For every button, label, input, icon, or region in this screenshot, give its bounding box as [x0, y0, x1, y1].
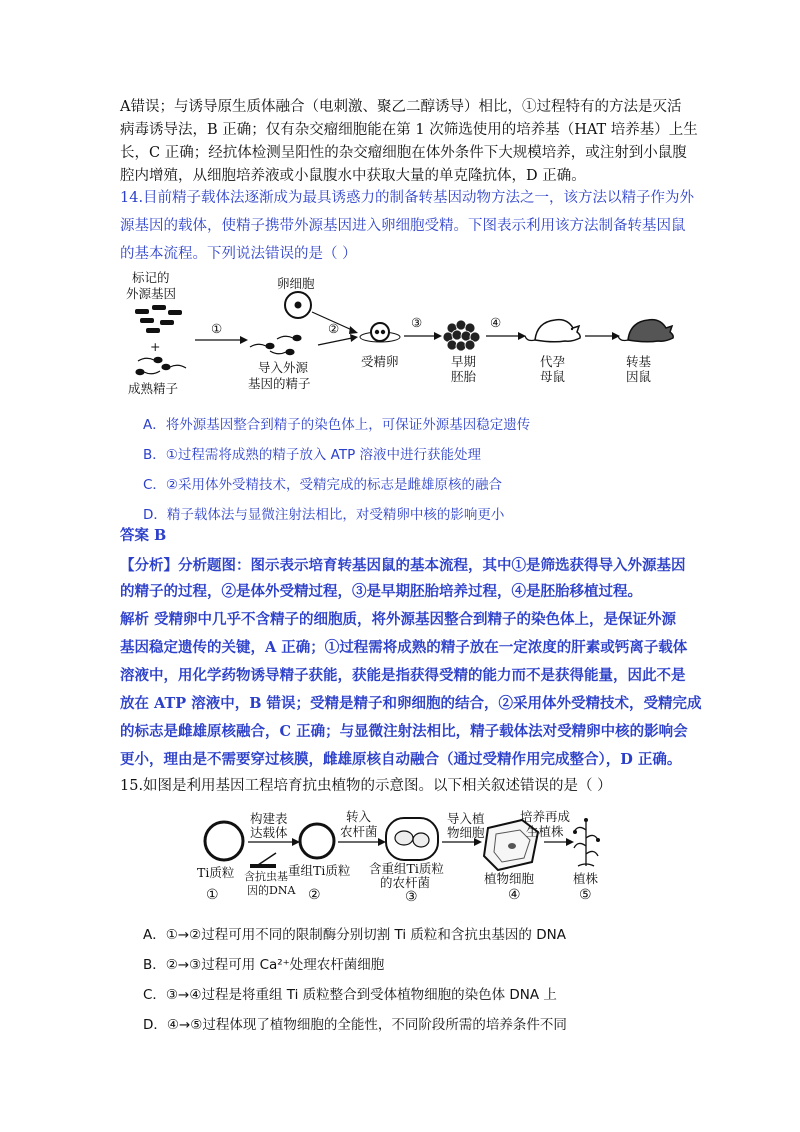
label-transgenic-1: 转基	[626, 354, 652, 369]
label-step-2: ②	[328, 321, 340, 336]
q14-analysis-2: 的精子的过程，②是体外受精过程，③是早期胚胎培养过程，④是胚胎移植过程。	[120, 583, 642, 600]
label-n4: ④	[508, 887, 521, 903]
label-n3: ③	[405, 889, 418, 905]
label-surrogate-1: 代孕	[540, 354, 566, 369]
q14-explanation-6: 更小，理由是不需要穿过核膜，雌雄原核自动融合（通过受精作用完成整合），D 正确。	[120, 751, 682, 768]
q14-stem-2: 源基因的载体，使精子携带外源基因进入卵细胞受精。下图表示利用该方法制备转基因鼠	[120, 218, 686, 234]
label-early-embryo-2: 胚胎	[451, 369, 477, 384]
q14-option-d: D．精子载体法与显微注射法相比，对受精卵中核的影响更小	[143, 507, 505, 523]
q14-explanation-5: 的标志是雌雄原核融合，C 正确；与显微注射法相比，精子载体法对受精卵中核的影响会	[120, 723, 688, 740]
label-into-2: 物细胞	[447, 825, 485, 840]
label-marked-gene-1: 标记的	[132, 270, 170, 285]
label-step-4: ④	[490, 315, 502, 330]
q13-line-4: 腔内增殖，从细胞培养液或小鼠腹水中获取大量的单克隆抗体，D 正确。	[120, 168, 586, 184]
label-build-1: 构建表	[250, 811, 288, 826]
q15-option-c: C．③→④过程是将重组 Ti 质粒整合到受体植物细胞的染色体 DNA 上	[143, 987, 557, 1003]
q15-option-a: A．①→②过程可用不同的限制酶分别切割 Ti 质粒和含抗虫基因的 DNA	[143, 927, 566, 943]
q14-explanation-4: 放在 ATP 溶液中，B 错误；受精是精子和卵细胞的结合，②采用体外受精技术，受精完成	[120, 695, 702, 712]
q14-stem-1: 14.目前精子载体法逐渐成为最具诱惑力的制备转基因动物方法之一，该方法以精子作为外	[120, 190, 695, 206]
label-mature-sperm: 成熟精子	[128, 381, 179, 396]
label-step-1: ①	[211, 321, 223, 336]
q14-option-c: C．②采用体外受精技术，受精完成的标志是雌雄原核的融合	[143, 477, 503, 493]
label-early-embryo-1: 早期	[451, 354, 477, 369]
q13-line-2: 病毒诱导法，B 正确；仅有杂交瘤细胞能在第 1 次筛选使用的培养基（HAT 培养基）上生	[120, 122, 698, 138]
label-surrogate-2: 母鼠	[540, 369, 566, 384]
q13-line-3: 长，C 正确；经抗体检测呈阳性的杂交瘤细胞在体外条件下大规模培养，或注射到小鼠腹	[120, 145, 687, 161]
label-step-3: ③	[411, 315, 423, 330]
label-marked-gene-2: 外源基因	[126, 286, 177, 301]
label-dna-2: 因的DNA	[247, 884, 296, 897]
q15-option-b: B．②→③过程可用 Ca²⁺处理农杆菌细胞	[143, 957, 385, 973]
label-transgenic-2: 因鼠	[626, 369, 652, 384]
label-sperm-gene-1: 导入外源	[258, 360, 309, 375]
q14-stem-3: 的基本流程。下列说法错误的是（ ）	[120, 246, 357, 262]
label-fertilized-egg: 受精卵	[361, 354, 399, 369]
q13-line-1: A错误；与诱导原生质体融合（电刺激、聚乙二醇诱导）相比，①过程特有的方法是灭活	[120, 99, 682, 115]
label-n5: ⑤	[579, 887, 592, 903]
label-culture-1: 培养再成	[520, 809, 571, 824]
label-dna-1: 含抗虫基	[244, 870, 288, 883]
label-transfer-1: 转入	[346, 809, 372, 824]
label-plant-cell: 植物细胞	[484, 871, 535, 886]
label-culture-2: 生植株	[526, 824, 564, 839]
q14-explanation-1: 解析 受精卵中几乎不含精子的细胞质，将外源基因整合到精子的染色体上，是保证外源	[120, 611, 677, 628]
label-recomb-ti: 重组Ti质粒	[288, 863, 351, 878]
label-build-2: 达载体	[250, 825, 288, 840]
label-egg: 卵细胞	[277, 276, 315, 291]
plant-sketch	[574, 822, 598, 866]
label-agro-1: 含重组Ti质粒	[369, 861, 444, 876]
q15-option-d: D．④→⑤过程体现了植物细胞的全能性，不同阶段所需的培养条件不同	[143, 1017, 567, 1033]
label-agro-2: 的农杆菌	[380, 875, 431, 890]
q14-option-a: A．将外源基因整合到精子的染色体上，可保证外源基因稳定遗传	[143, 417, 531, 433]
q14-explanation-3: 溶液中，用化学药物诱导精子获能，获能是指获得受精的能力而不是获得能量，因此不是	[120, 667, 686, 684]
label-n1: ①	[206, 887, 219, 903]
label-sperm-gene-2: 基因的精子	[248, 376, 311, 391]
label-ti-plasmid: Ti质粒	[197, 865, 235, 880]
label-plus: +	[150, 339, 161, 354]
label-n2: ②	[308, 887, 321, 903]
label-plant: 植株	[573, 871, 599, 886]
q14-option-b: B．①过程需将成熟的精子放入 ATP 溶液中进行获能处理	[143, 447, 482, 463]
q14-analysis-1: 【分析】分析题图：图示表示培育转基因鼠的基本流程，其中①是筛选获得导入外源基因	[120, 557, 686, 574]
q14-explanation-2: 基因稳定遗传的关键，A 正确；①过程需将成熟的精子放在一定浓度的肝素或钙离子载体	[120, 639, 688, 656]
q14-answer: 答案 B	[120, 527, 167, 544]
label-transfer-2: 农杆菌	[340, 824, 378, 839]
label-into-1: 导入植	[447, 811, 485, 826]
q15-stem: 15.如图是利用基因工程培育抗虫植物的示意图。以下相关叙述错误的是（ ）	[120, 778, 612, 794]
